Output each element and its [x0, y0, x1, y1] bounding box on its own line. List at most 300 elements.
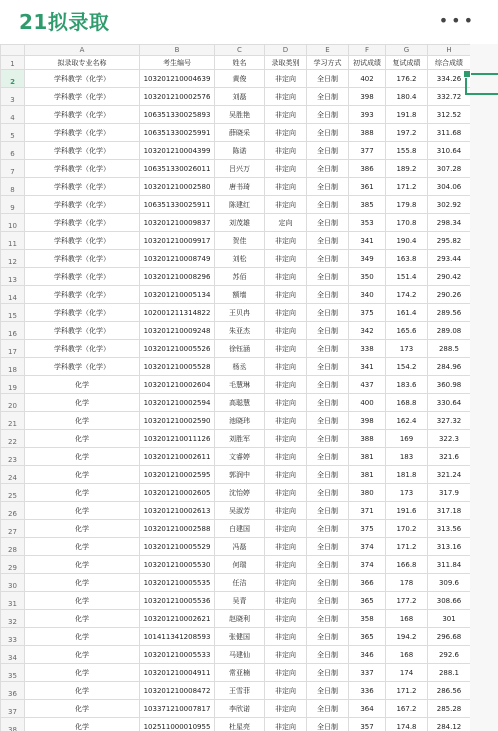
table-cell[interactable]: 103201210005536 [140, 592, 215, 610]
selection-handle[interactable] [463, 70, 471, 78]
table-cell[interactable]: 吕兴万 [215, 160, 265, 178]
table-cell[interactable]: 学科教学（化学） [25, 214, 140, 232]
table-cell[interactable]: 沈怡婷 [215, 484, 265, 502]
table-cell[interactable]: 非定向 [265, 592, 307, 610]
table-cell[interactable]: 学科教学（化学） [25, 340, 140, 358]
table-cell[interactable]: 陈诺 [215, 142, 265, 160]
column-letter[interactable]: C [215, 45, 265, 56]
row-number[interactable]: 19 [1, 376, 25, 394]
table-cell[interactable]: 学科教学（化学） [25, 232, 140, 250]
table-cell[interactable]: 全日制 [307, 178, 349, 196]
table-cell[interactable]: 全日制 [307, 142, 349, 160]
table-cell[interactable]: 400 [349, 394, 386, 412]
table-cell[interactable]: 103201210005535 [140, 574, 215, 592]
table-cell[interactable]: 388 [349, 430, 386, 448]
table-cell[interactable]: 162.4 [386, 412, 428, 430]
table-cell[interactable]: 化学 [25, 556, 140, 574]
column-letter[interactable]: H [428, 45, 471, 56]
table-cell[interactable]: 176.2 [386, 70, 428, 88]
table-cell[interactable]: 非定向 [265, 142, 307, 160]
table-cell[interactable]: 苏佰 [215, 268, 265, 286]
table-cell[interactable]: 322.3 [428, 430, 471, 448]
table-cell[interactable]: 化学 [25, 448, 140, 466]
table-cell[interactable]: 全日制 [307, 718, 349, 731]
table-cell[interactable]: 166.8 [386, 556, 428, 574]
table-cell[interactable]: 非定向 [265, 340, 307, 358]
table-cell[interactable]: 全日制 [307, 646, 349, 664]
table-cell[interactable]: 350 [349, 268, 386, 286]
table-cell[interactable]: 非定向 [265, 556, 307, 574]
table-cell[interactable]: 何瑞 [215, 556, 265, 574]
table-cell[interactable]: 374 [349, 556, 386, 574]
table-cell[interactable]: 全日制 [307, 358, 349, 376]
table-cell[interactable]: 103201210004399 [140, 142, 215, 160]
table-cell[interactable]: 化学 [25, 592, 140, 610]
table-cell[interactable]: 非定向 [265, 430, 307, 448]
table-cell[interactable]: 非定向 [265, 358, 307, 376]
table-cell[interactable]: 全日制 [307, 124, 349, 142]
header-cell[interactable]: 综合成绩 [428, 56, 471, 70]
table-cell[interactable]: 化学 [25, 520, 140, 538]
table-cell[interactable]: 385 [349, 196, 386, 214]
table-cell[interactable]: 103201210009837 [140, 214, 215, 232]
table-cell[interactable]: 非定向 [265, 250, 307, 268]
table-cell[interactable]: 非定向 [265, 700, 307, 718]
table-cell[interactable]: 361 [349, 178, 386, 196]
table-cell[interactable]: 王雪菲 [215, 682, 265, 700]
table-cell[interactable]: 马建仙 [215, 646, 265, 664]
table-cell[interactable]: 398 [349, 412, 386, 430]
table-cell[interactable]: 168 [386, 610, 428, 628]
table-cell[interactable]: 375 [349, 304, 386, 322]
table-cell[interactable]: 化学 [25, 628, 140, 646]
table-cell[interactable]: 非定向 [265, 178, 307, 196]
table-cell[interactable]: 103201210005533 [140, 646, 215, 664]
row-number[interactable]: 4 [1, 106, 25, 124]
table-cell[interactable]: 额墙 [215, 286, 265, 304]
table-cell[interactable]: 化学 [25, 466, 140, 484]
row-number[interactable]: 26 [1, 502, 25, 520]
table-cell[interactable]: 309.6 [428, 574, 471, 592]
table-cell[interactable]: 103201210008749 [140, 250, 215, 268]
table-cell[interactable]: 非定向 [265, 574, 307, 592]
table-cell[interactable]: 李欣诺 [215, 700, 265, 718]
table-cell[interactable]: 学科教学（化学） [25, 70, 140, 88]
table-cell[interactable]: 171.2 [386, 178, 428, 196]
table-cell[interactable]: 非定向 [265, 502, 307, 520]
table-cell[interactable]: 289.56 [428, 304, 471, 322]
table-cell[interactable]: 292.6 [428, 646, 471, 664]
table-cell[interactable]: 334.26 [428, 70, 471, 88]
table-cell[interactable]: 陈建红 [215, 196, 265, 214]
table-cell[interactable]: 327.32 [428, 412, 471, 430]
table-cell[interactable]: 366 [349, 574, 386, 592]
table-cell[interactable]: 化学 [25, 430, 140, 448]
table-cell[interactable]: 吴青 [215, 592, 265, 610]
table-cell[interactable]: 317.18 [428, 502, 471, 520]
table-cell[interactable]: 非定向 [265, 448, 307, 466]
table-cell[interactable]: 286.56 [428, 682, 471, 700]
column-letter[interactable]: F [349, 45, 386, 56]
table-cell[interactable]: 化学 [25, 700, 140, 718]
spreadsheet-view[interactable] [0, 44, 498, 731]
table-cell[interactable]: 化学 [25, 394, 140, 412]
table-cell[interactable]: 171.2 [386, 538, 428, 556]
row-number[interactable]: 17 [1, 340, 25, 358]
table-cell[interactable]: 文睿婷 [215, 448, 265, 466]
table-cell[interactable]: 360.98 [428, 376, 471, 394]
table-cell[interactable]: 吴淑芳 [215, 502, 265, 520]
row-number[interactable]: 3 [1, 88, 25, 106]
table-cell[interactable]: 178 [386, 574, 428, 592]
table-cell[interactable]: 非定向 [265, 682, 307, 700]
table-cell[interactable]: 170.8 [386, 214, 428, 232]
table-cell[interactable]: 338 [349, 340, 386, 358]
table-cell[interactable]: 106351330025991 [140, 124, 215, 142]
column-letter[interactable]: D [265, 45, 307, 56]
header-cell[interactable]: 复试成绩 [386, 56, 428, 70]
table-cell[interactable]: 103201210002605 [140, 484, 215, 502]
table-cell[interactable]: 393 [349, 106, 386, 124]
next-column-area[interactable] [470, 44, 498, 731]
row-number[interactable]: 28 [1, 538, 25, 556]
table-cell[interactable]: 化学 [25, 574, 140, 592]
table-cell[interactable]: 296.68 [428, 628, 471, 646]
table-cell[interactable]: 288.1 [428, 664, 471, 682]
table-cell[interactable]: 103201210005528 [140, 358, 215, 376]
column-letter[interactable]: B [140, 45, 215, 56]
table-cell[interactable]: 311.84 [428, 556, 471, 574]
table-cell[interactable]: 化学 [25, 664, 140, 682]
table-cell[interactable]: 唐书琦 [215, 178, 265, 196]
table-cell[interactable]: 103201210002580 [140, 178, 215, 196]
table-cell[interactable]: 103201210004639 [140, 70, 215, 88]
table-cell[interactable]: 非定向 [265, 646, 307, 664]
table-cell[interactable]: 全日制 [307, 70, 349, 88]
table-cell[interactable]: 103201210005134 [140, 286, 215, 304]
table-cell[interactable]: 341 [349, 232, 386, 250]
table-cell[interactable]: 刘松 [215, 250, 265, 268]
table-cell[interactable]: 101411341208593 [140, 628, 215, 646]
table-cell[interactable]: 全日制 [307, 574, 349, 592]
table-cell[interactable]: 非定向 [265, 718, 307, 731]
table-cell[interactable]: 全日制 [307, 700, 349, 718]
table-cell[interactable]: 106351330025893 [140, 106, 215, 124]
table-cell[interactable]: 103201210005529 [140, 538, 215, 556]
table-cell[interactable]: 103201210009917 [140, 232, 215, 250]
table-cell[interactable]: 全日制 [307, 466, 349, 484]
row-number[interactable]: 13 [1, 268, 25, 286]
table-cell[interactable]: 284.12 [428, 718, 471, 731]
table-cell[interactable]: 374 [349, 538, 386, 556]
table-cell[interactable]: 151.4 [386, 268, 428, 286]
table-cell[interactable]: 朱亚杰 [215, 322, 265, 340]
table-cell[interactable]: 402 [349, 70, 386, 88]
table-cell[interactable]: 310.64 [428, 142, 471, 160]
table-cell[interactable]: 非定向 [265, 196, 307, 214]
table-cell[interactable]: 化学 [25, 502, 140, 520]
row-number[interactable]: 33 [1, 628, 25, 646]
table-cell[interactable]: 165.6 [386, 322, 428, 340]
table-cell[interactable]: 非定向 [265, 466, 307, 484]
table-cell[interactable]: 学科教学（化学） [25, 178, 140, 196]
table-cell[interactable]: 174.8 [386, 718, 428, 731]
table-cell[interactable]: 194.2 [386, 628, 428, 646]
table-cell[interactable]: 168 [386, 646, 428, 664]
table-cell[interactable]: 全日制 [307, 214, 349, 232]
row-number[interactable]: 1 [1, 56, 25, 70]
table-cell[interactable]: 化学 [25, 682, 140, 700]
row-number[interactable]: 37 [1, 700, 25, 718]
table-cell[interactable]: 304.06 [428, 178, 471, 196]
row-number[interactable]: 14 [1, 286, 25, 304]
table-cell[interactable]: 学科教学（化学） [25, 142, 140, 160]
table-cell[interactable]: 103201210002588 [140, 520, 215, 538]
table-cell[interactable]: 全日制 [307, 430, 349, 448]
row-number[interactable]: 18 [1, 358, 25, 376]
table-cell[interactable]: 王贝冉 [215, 304, 265, 322]
row-number[interactable]: 34 [1, 646, 25, 664]
table-cell[interactable]: 贺佳 [215, 232, 265, 250]
table-cell[interactable]: 非定向 [265, 268, 307, 286]
table-cell[interactable]: 337 [349, 664, 386, 682]
table-cell[interactable]: 364 [349, 700, 386, 718]
table-cell[interactable]: 杜星亮 [215, 718, 265, 731]
table-cell[interactable]: 189.2 [386, 160, 428, 178]
table-cell[interactable]: 常亚楠 [215, 664, 265, 682]
table-cell[interactable]: 学科教学（化学） [25, 196, 140, 214]
table-cell[interactable]: 全日制 [307, 196, 349, 214]
table-cell[interactable]: 高聪慧 [215, 394, 265, 412]
more-horizontal-icon[interactable]: ••• [438, 11, 476, 30]
row-number[interactable]: 27 [1, 520, 25, 538]
table-cell[interactable]: 342 [349, 322, 386, 340]
row-number[interactable]: 2 [1, 70, 25, 88]
table-cell[interactable]: 371 [349, 502, 386, 520]
table-cell[interactable]: 非定向 [265, 286, 307, 304]
table-cell[interactable]: 非定向 [265, 106, 307, 124]
row-number[interactable]: 8 [1, 178, 25, 196]
table-cell[interactable]: 杨丞 [215, 358, 265, 376]
table-cell[interactable]: 173 [386, 340, 428, 358]
table-cell[interactable]: 377 [349, 142, 386, 160]
table-cell[interactable]: 全日制 [307, 682, 349, 700]
header-cell[interactable]: 姓名 [215, 56, 265, 70]
column-letter[interactable]: A [25, 45, 140, 56]
table-cell[interactable]: 全日制 [307, 286, 349, 304]
table-cell[interactable]: 191.6 [386, 502, 428, 520]
row-number[interactable]: 24 [1, 466, 25, 484]
row-number[interactable]: 32 [1, 610, 25, 628]
table-cell[interactable]: 330.64 [428, 394, 471, 412]
table-cell[interactable]: 170.2 [386, 520, 428, 538]
row-number[interactable]: 38 [1, 718, 25, 731]
row-number[interactable]: 10 [1, 214, 25, 232]
header-cell[interactable]: 考生编号 [140, 56, 215, 70]
row-number[interactable]: 9 [1, 196, 25, 214]
row-number[interactable]: 31 [1, 592, 25, 610]
table-cell[interactable]: 非定向 [265, 394, 307, 412]
table-cell[interactable]: 388 [349, 124, 386, 142]
row-number[interactable]: 35 [1, 664, 25, 682]
table-cell[interactable]: 179.8 [386, 196, 428, 214]
table-cell[interactable]: 非定向 [265, 232, 307, 250]
table-cell[interactable]: 刘茂雄 [215, 214, 265, 232]
table-cell[interactable]: 103201210002611 [140, 448, 215, 466]
table-cell[interactable]: 学科教学（化学） [25, 286, 140, 304]
table-cell[interactable]: 398 [349, 88, 386, 106]
table-cell[interactable]: 357 [349, 718, 386, 731]
table-cell[interactable]: 365 [349, 592, 386, 610]
table-cell[interactable]: 学科教学（化学） [25, 358, 140, 376]
table-cell[interactable]: 103201210002604 [140, 376, 215, 394]
row-number[interactable]: 22 [1, 430, 25, 448]
table-cell[interactable]: 102511000010955 [140, 718, 215, 731]
table-cell[interactable]: 301 [428, 610, 471, 628]
table-cell[interactable]: 非定向 [265, 322, 307, 340]
table-cell[interactable]: 346 [349, 646, 386, 664]
table-cell[interactable]: 332.72 [428, 88, 471, 106]
table-cell[interactable]: 340 [349, 286, 386, 304]
table-cell[interactable]: 365 [349, 628, 386, 646]
table-cell[interactable]: 全日制 [307, 502, 349, 520]
table-cell[interactable]: 169 [386, 430, 428, 448]
table-cell[interactable]: 非定向 [265, 664, 307, 682]
table-cell[interactable]: 293.44 [428, 250, 471, 268]
table-cell[interactable]: 全日制 [307, 304, 349, 322]
row-number[interactable]: 12 [1, 250, 25, 268]
table-cell[interactable]: 全日制 [307, 88, 349, 106]
table-cell[interactable]: 非定向 [265, 628, 307, 646]
table-cell[interactable]: 学科教学（化学） [25, 304, 140, 322]
header-cell[interactable]: 录取类别 [265, 56, 307, 70]
table-cell[interactable]: 化学 [25, 412, 140, 430]
table-cell[interactable]: 375 [349, 520, 386, 538]
table-cell[interactable]: 非定向 [265, 70, 307, 88]
table-cell[interactable]: 非定向 [265, 160, 307, 178]
table-cell[interactable]: 380 [349, 484, 386, 502]
table-cell[interactable]: 徐钰涵 [215, 340, 265, 358]
table-cell[interactable]: 冯磊 [215, 538, 265, 556]
table-cell[interactable]: 白建国 [215, 520, 265, 538]
table-cell[interactable]: 288.5 [428, 340, 471, 358]
table-cell[interactable]: 173 [386, 484, 428, 502]
table-cell[interactable]: 化学 [25, 484, 140, 502]
table-cell[interactable]: 全日制 [307, 322, 349, 340]
table-cell[interactable]: 全日制 [307, 556, 349, 574]
table-cell[interactable]: 102001211314822 [140, 304, 215, 322]
table-cell[interactable]: 化学 [25, 376, 140, 394]
table-cell[interactable]: 317.9 [428, 484, 471, 502]
table-cell[interactable]: 321.24 [428, 466, 471, 484]
table-cell[interactable]: 311.68 [428, 124, 471, 142]
table-cell[interactable]: 197.2 [386, 124, 428, 142]
table-cell[interactable]: 298.34 [428, 214, 471, 232]
table-cell[interactable]: 非定向 [265, 124, 307, 142]
header-cell[interactable]: 初试成绩 [349, 56, 386, 70]
table-cell[interactable]: 非定向 [265, 412, 307, 430]
table-cell[interactable]: 103201210002594 [140, 394, 215, 412]
table-cell[interactable]: 295.82 [428, 232, 471, 250]
table-cell[interactable]: 学科教学（化学） [25, 268, 140, 286]
table-cell[interactable]: 290.42 [428, 268, 471, 286]
table-cell[interactable]: 284.96 [428, 358, 471, 376]
row-number[interactable]: 30 [1, 574, 25, 592]
table-cell[interactable]: 180.4 [386, 88, 428, 106]
row-number[interactable]: 23 [1, 448, 25, 466]
table-cell[interactable]: 155.8 [386, 142, 428, 160]
table-cell[interactable]: 化学 [25, 718, 140, 731]
table-cell[interactable]: 薛晓采 [215, 124, 265, 142]
table-cell[interactable]: 103201210002621 [140, 610, 215, 628]
table-cell[interactable]: 171.2 [386, 682, 428, 700]
table-cell[interactable]: 312.52 [428, 106, 471, 124]
table-cell[interactable]: 任洁 [215, 574, 265, 592]
corner-cell[interactable] [1, 45, 25, 56]
table-cell[interactable]: 化学 [25, 646, 140, 664]
table-cell[interactable]: 177.2 [386, 592, 428, 610]
row-number[interactable]: 36 [1, 682, 25, 700]
header-cell[interactable]: 拟录取专业名称 [25, 56, 140, 70]
table-cell[interactable]: 103201210002613 [140, 502, 215, 520]
table-cell[interactable]: 化学 [25, 610, 140, 628]
table-cell[interactable]: 168.8 [386, 394, 428, 412]
table-cell[interactable]: 381 [349, 448, 386, 466]
table-cell[interactable]: 191.8 [386, 106, 428, 124]
table-cell[interactable]: 全日制 [307, 412, 349, 430]
table-cell[interactable]: 非定向 [265, 610, 307, 628]
table-cell[interactable]: 174 [386, 664, 428, 682]
table-cell[interactable]: 336 [349, 682, 386, 700]
table-cell[interactable]: 103201210011126 [140, 430, 215, 448]
table-cell[interactable]: 全日制 [307, 520, 349, 538]
table-cell[interactable]: 313.56 [428, 520, 471, 538]
table-cell[interactable]: 非定向 [265, 376, 307, 394]
table-cell[interactable]: 103201210002595 [140, 466, 215, 484]
table-cell[interactable]: 437 [349, 376, 386, 394]
row-number[interactable]: 25 [1, 484, 25, 502]
table-cell[interactable]: 全日制 [307, 592, 349, 610]
table-cell[interactable]: 183 [386, 448, 428, 466]
row-number[interactable]: 20 [1, 394, 25, 412]
table-cell[interactable]: 非定向 [265, 304, 307, 322]
table-cell[interactable]: 285.28 [428, 700, 471, 718]
table-cell[interactable]: 290.26 [428, 286, 471, 304]
table-cell[interactable]: 190.4 [386, 232, 428, 250]
row-number[interactable]: 21 [1, 412, 25, 430]
table-cell[interactable]: 103201210002590 [140, 412, 215, 430]
table-cell[interactable]: 全日制 [307, 664, 349, 682]
table-cell[interactable]: 154.2 [386, 358, 428, 376]
table-cell[interactable]: 赵晓利 [215, 610, 265, 628]
table-cell[interactable]: 学科教学（化学） [25, 250, 140, 268]
table-cell[interactable]: 学科教学（化学） [25, 124, 140, 142]
table-cell[interactable]: 全日制 [307, 376, 349, 394]
table-cell[interactable]: 黄俊 [215, 70, 265, 88]
row-number[interactable]: 29 [1, 556, 25, 574]
table-cell[interactable]: 386 [349, 160, 386, 178]
table-cell[interactable]: 学科教学（化学） [25, 160, 140, 178]
row-number[interactable]: 11 [1, 232, 25, 250]
table-cell[interactable]: 吴胜艳 [215, 106, 265, 124]
table-cell[interactable]: 化学 [25, 538, 140, 556]
table-cell[interactable]: 353 [349, 214, 386, 232]
table-cell[interactable]: 全日制 [307, 232, 349, 250]
table-cell[interactable]: 349 [349, 250, 386, 268]
table-cell[interactable]: 非定向 [265, 538, 307, 556]
table-cell[interactable]: 全日制 [307, 268, 349, 286]
table-cell[interactable]: 103201210004911 [140, 664, 215, 682]
